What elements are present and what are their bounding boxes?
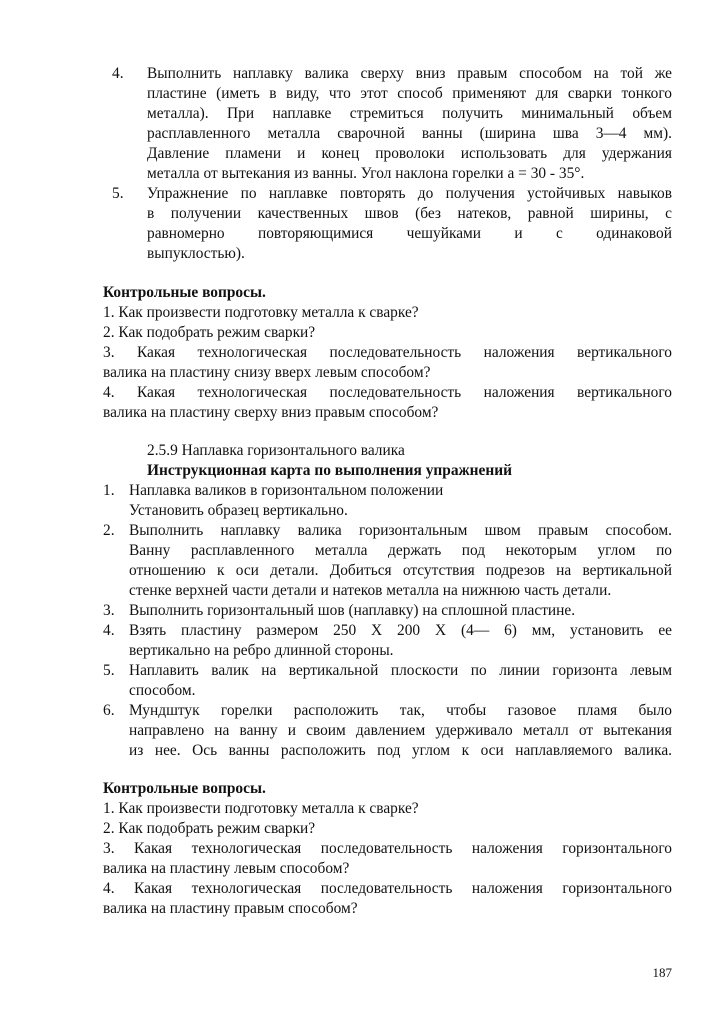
section-subtitle: Инструкционная карта по выполнения упражнений <box>147 462 512 479</box>
questions-heading: Контрольные вопросы. <box>103 284 266 301</box>
text-line: стенке верхней части детали и натеков металла на нижнюю часть детали. <box>129 582 612 599</box>
list-number: 2. <box>103 522 115 539</box>
text-line: Выполнить наплавку валика горизонтальным швом правым способом. <box>129 522 672 539</box>
question-1: 1. Как произвести подготовку металла к сварке? <box>103 304 419 321</box>
question-2: 2. Как подобрать режим сварки? <box>103 820 316 837</box>
text-line: Давление пламени и конец проволоки использовать для удержания <box>147 145 672 162</box>
question-3: 3. Какая технологическая последовательность наложения вертикального <box>103 344 672 361</box>
list-number: 5. <box>112 185 124 202</box>
question-4-cont: валика на пластину сверху вниз правым способом? <box>103 404 439 421</box>
text-line: способом. <box>129 682 196 699</box>
question-1: 1. Как произвести подготовку металла к сварке? <box>103 800 419 817</box>
text-line: металла). При наплавке стремиться получить минимальный объем <box>147 105 672 122</box>
text-line: в получении качественных швов (без натеков, равной ширины, с <box>147 205 672 222</box>
text-line: отношению к оси детали. Добиться отсутствия подрезов на вертикальной <box>129 562 672 579</box>
list-number: 3. <box>103 602 115 619</box>
text-line: направлено на ванну и своим давлением удерживало металл от вытекания <box>129 722 672 739</box>
text-line: Ванну расплавленного металла держать под некоторым углом по <box>129 542 672 559</box>
question-4: 4. Какая технологическая последовательность наложения горизонтального <box>103 880 672 897</box>
text-line: вертикально на ребро длинной стороны. <box>129 642 394 659</box>
text-line: Наплавить валик на вертикальной плоскости по линии горизонта левым <box>129 662 672 679</box>
text-line: металла от вытекания из ванны. Угол наклона горелки a = 30 - 35°. <box>147 165 585 182</box>
question-2: 2. Как подобрать режим сварки? <box>103 324 316 341</box>
list-number: 4. <box>103 622 115 639</box>
section-title: 2.5.9 Наплавка горизонтального валика <box>147 442 405 459</box>
text-line: пластине (иметь в виду, что этот способ применяют для сварки тонкого <box>147 85 672 102</box>
text-line: Наплавка валиков в горизонтальном положении <box>129 482 444 499</box>
text-line: Установить образец вертикально. <box>129 502 348 519</box>
text-line: Упражнение по наплавке повторять до получения устойчивых навыков <box>147 185 672 202</box>
list-number: 6. <box>103 702 115 719</box>
question-3: 3. Какая технологическая последовательность наложения горизонтального <box>103 840 672 857</box>
text-line: расплавленного металла сварочной ванны (ширина шва 3—4 мм). <box>147 125 672 142</box>
question-3-cont: валика на пластину левым способом? <box>103 860 350 877</box>
text-line: выпуклостью). <box>147 245 245 262</box>
questions-heading: Контрольные вопросы. <box>103 780 266 797</box>
question-4-cont: валика на пластину правым способом? <box>103 900 358 917</box>
list-number: 4. <box>112 65 124 82</box>
page-number: 187 <box>652 965 672 980</box>
question-3-cont: валика на пластину снизу вверх левым способом? <box>103 364 431 381</box>
list-number: 1. <box>103 482 115 499</box>
text-line: Мундштук горелки расположить так, чтобы газовое пламя было <box>129 702 672 719</box>
text-line: Взять пластину размером 250 X 200 X (4— 6) мм, установить ее <box>129 622 672 639</box>
list-number: 5. <box>103 662 115 679</box>
question-4: 4. Какая технологическая последовательность наложения вертикального <box>103 384 672 401</box>
text-line: Выполнить наплавку валика сверху вниз правым способом на той же <box>147 65 672 82</box>
text-line: из нее. Ось ванны расположить под углом к оси наплавляемого валика. <box>129 742 672 759</box>
text-line: Выполнить горизонтальный шов (наплавку) на сплошной пластине. <box>129 602 576 619</box>
text-line: равномерно повторяющимися чешуйками и с одинаковой <box>147 225 672 242</box>
